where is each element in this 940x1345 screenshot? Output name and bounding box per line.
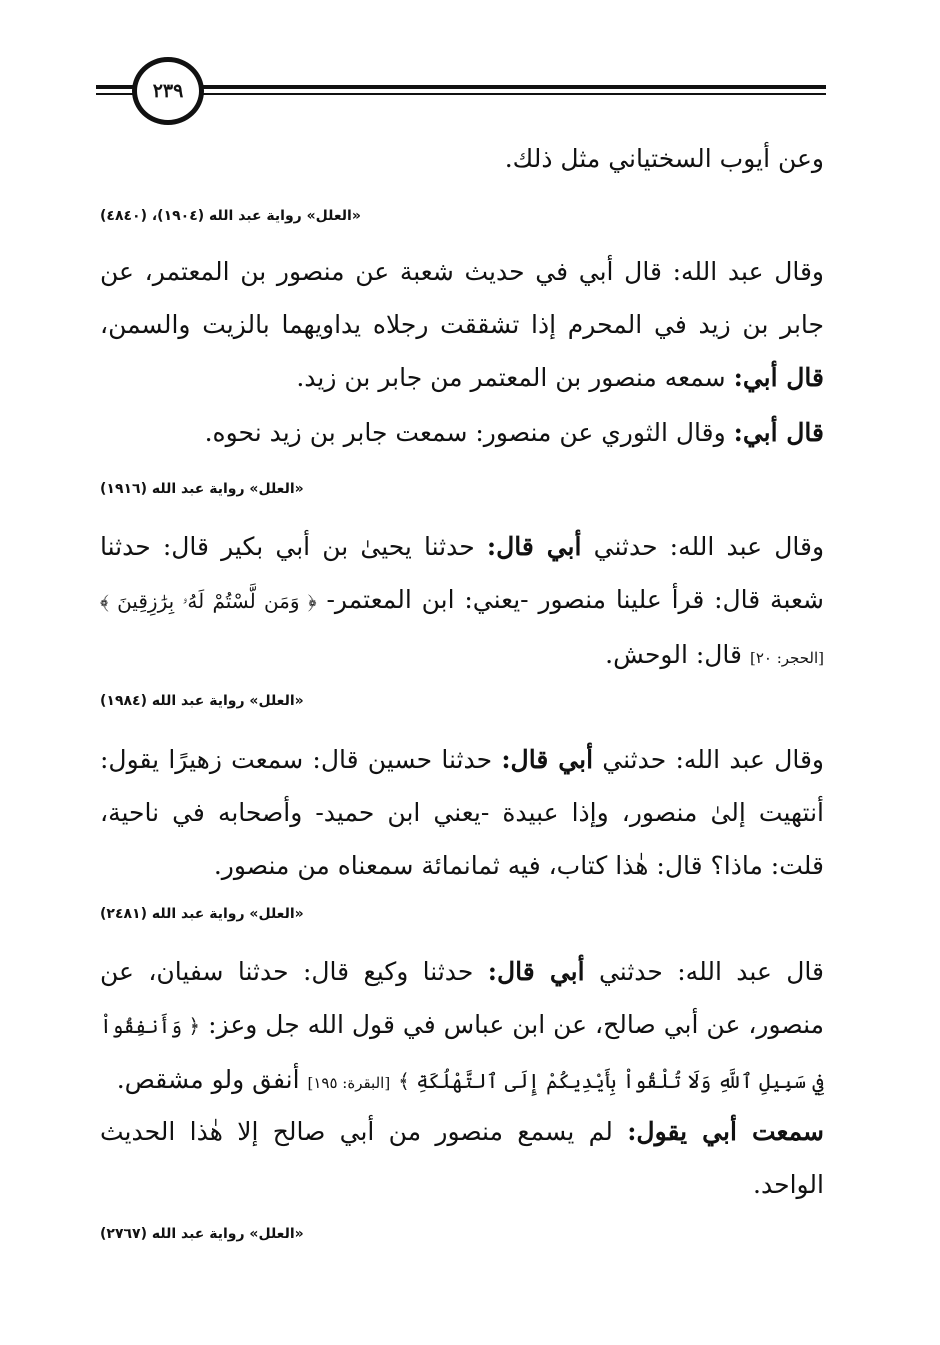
paragraph-text: قال: الوحش. [605,640,742,669]
citation: «العلل» رواية عبد الله (١٩٨٤) [100,693,304,709]
paragraph-text: سمعه منصور بن المعتمر من جابر بن زيد. [296,363,726,392]
speaker-label: أبي قال: [486,532,582,561]
paragraph [100,733,824,892]
page-number: ٢٣٩ [152,80,184,102]
header-rule-thin [96,93,826,95]
paragraph-text: حدثنا يحيىٰ بن أبي بكير قال: حدثنا شعبة قال: قرأ علينا منصور -يعني: ابن المعتمر- [100,532,825,614]
citation: «العلل» رواية عبد الله (٢٤٨١) [100,906,304,922]
citation: «العلل» رواية عبد الله (١٩٠٤)، (٤٨٤٠) [100,208,361,224]
quran-verse: ﴿ وَأَنفِقُواْ فِي سَبِيلِ ٱللَّهِ وَلَا تُلْقُواْ بِأَيْدِيكُمْ إِلَى ٱلتَّهْلُكَةِ ﴾ [100,1014,824,1093]
paragraph-text: وقال عبد الله: حدثني [593,532,825,561]
paragraph-text: أنفق ولو مشقص. [116,1065,300,1094]
header-rule-thick [96,85,826,89]
paragraph-text: وقال الثوري عن منصور: سمعت جابر بن زيد نحوه. [204,418,726,447]
paragraph [100,945,824,1110]
paragraph [100,1105,824,1211]
page-number-badge [132,57,204,125]
paragraph-text: لم يسمع منصور من أبي صالح إلا هٰذا الحديث الواحد. [100,1117,824,1199]
verse-source: [البقرة: ١٩٥] [307,1074,391,1092]
citation: «العلل» رواية عبد الله (٢٧٦٧) [100,1226,304,1242]
speaker-label: قال أبي: [733,418,824,447]
paragraph [100,245,824,404]
paragraph-text: حدثنا حسين قال: سمعت زهيرًا يقول: أنتهيت إلىٰ منصور، وإذا عبيدة -يعني ابن حميد- وأصحابه في ناحية، قلت: ماذا؟ قال: هٰذا كتاب، فيه ثمانمائة سمعناه من منصور. [100,745,824,880]
paragraph-text: وقال عبد الله: قال أبي في حديث شعبة عن منصور بن المعتمر، عن جابر بن زيد في المحرم إذا تشققت رجلاه يداويهما بالزيت والسمن، [100,257,824,339]
paragraph-text: حدثنا وكيع قال: حدثنا سفيان، عن منصور، عن أبي صالح، عن ابن عباس في قول الله جل وعز: [100,957,825,1039]
quran-verse: ﴿ وَمَن لَّسْتُمْ لَهُۥ بِرَٰزِقِينَ ﴾ [100,589,317,613]
verse-source: [الحجر: ٢٠] [749,649,824,667]
speaker-label: سمعت أبي يقول: [627,1117,824,1146]
paragraph [100,520,824,685]
citation: «العلل» رواية عبد الله (١٩١٦) [100,481,304,497]
speaker-label: أبي قال: [501,745,594,774]
page-header [96,55,826,135]
paragraph [100,132,824,185]
paragraph-text: وقال عبد الله: حدثني [602,745,825,774]
paragraph-text: قال عبد الله: حدثني [598,957,824,986]
speaker-label: أبي قال: [487,957,585,986]
speaker-label: قال أبي: [733,363,824,392]
paragraph-text: وعن أيوب السختياني مثل ذلك. [504,144,824,173]
paragraph [100,406,824,459]
